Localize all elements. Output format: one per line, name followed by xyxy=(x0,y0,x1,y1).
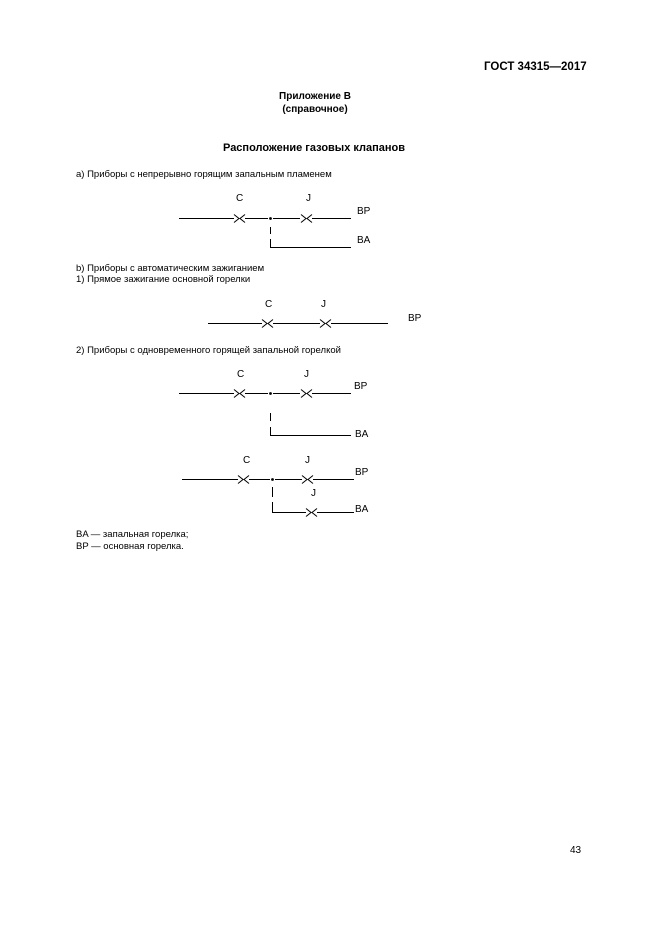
label-c: C xyxy=(236,193,244,204)
label-ba: BA xyxy=(355,429,369,440)
page-number: 43 xyxy=(570,845,582,856)
caption-case-b2: 2) Приборы с одновременного горящей запальной горелкой xyxy=(76,345,341,356)
standard-number: ГОСТ 34315—2017 xyxy=(484,61,587,73)
label-j: J xyxy=(305,455,310,466)
caption-case-b: b) Приборы с автоматическим зажиганием xyxy=(76,263,265,274)
section-title: Расположение газовых клапанов xyxy=(223,142,405,154)
label-ba: BA xyxy=(355,504,369,515)
label-bp: BP xyxy=(357,206,371,217)
label-bp: BP xyxy=(354,381,368,392)
legend-bp: BP — основная горелка. xyxy=(76,541,184,552)
label-bp: BP xyxy=(408,313,422,324)
label-j: J xyxy=(321,299,326,310)
label-bp: BP xyxy=(355,467,369,478)
label-j: J xyxy=(306,193,311,204)
appendix-title: Приложение В xyxy=(279,91,351,102)
caption-case-a: а) Приборы с непрерывно горящим запальным пламенем xyxy=(76,169,332,180)
label-c: C xyxy=(243,455,251,466)
label-c: C xyxy=(265,299,273,310)
label-j: J xyxy=(304,369,309,380)
label-c: C xyxy=(237,369,245,380)
appendix-subtitle: (справочное) xyxy=(282,104,348,115)
label-ba: BA xyxy=(357,235,371,246)
label-j: J xyxy=(311,488,316,499)
caption-case-b1: 1) Прямое зажигание основной горелки xyxy=(76,274,251,285)
legend-ba: BA — запальная горелка; xyxy=(76,529,189,540)
